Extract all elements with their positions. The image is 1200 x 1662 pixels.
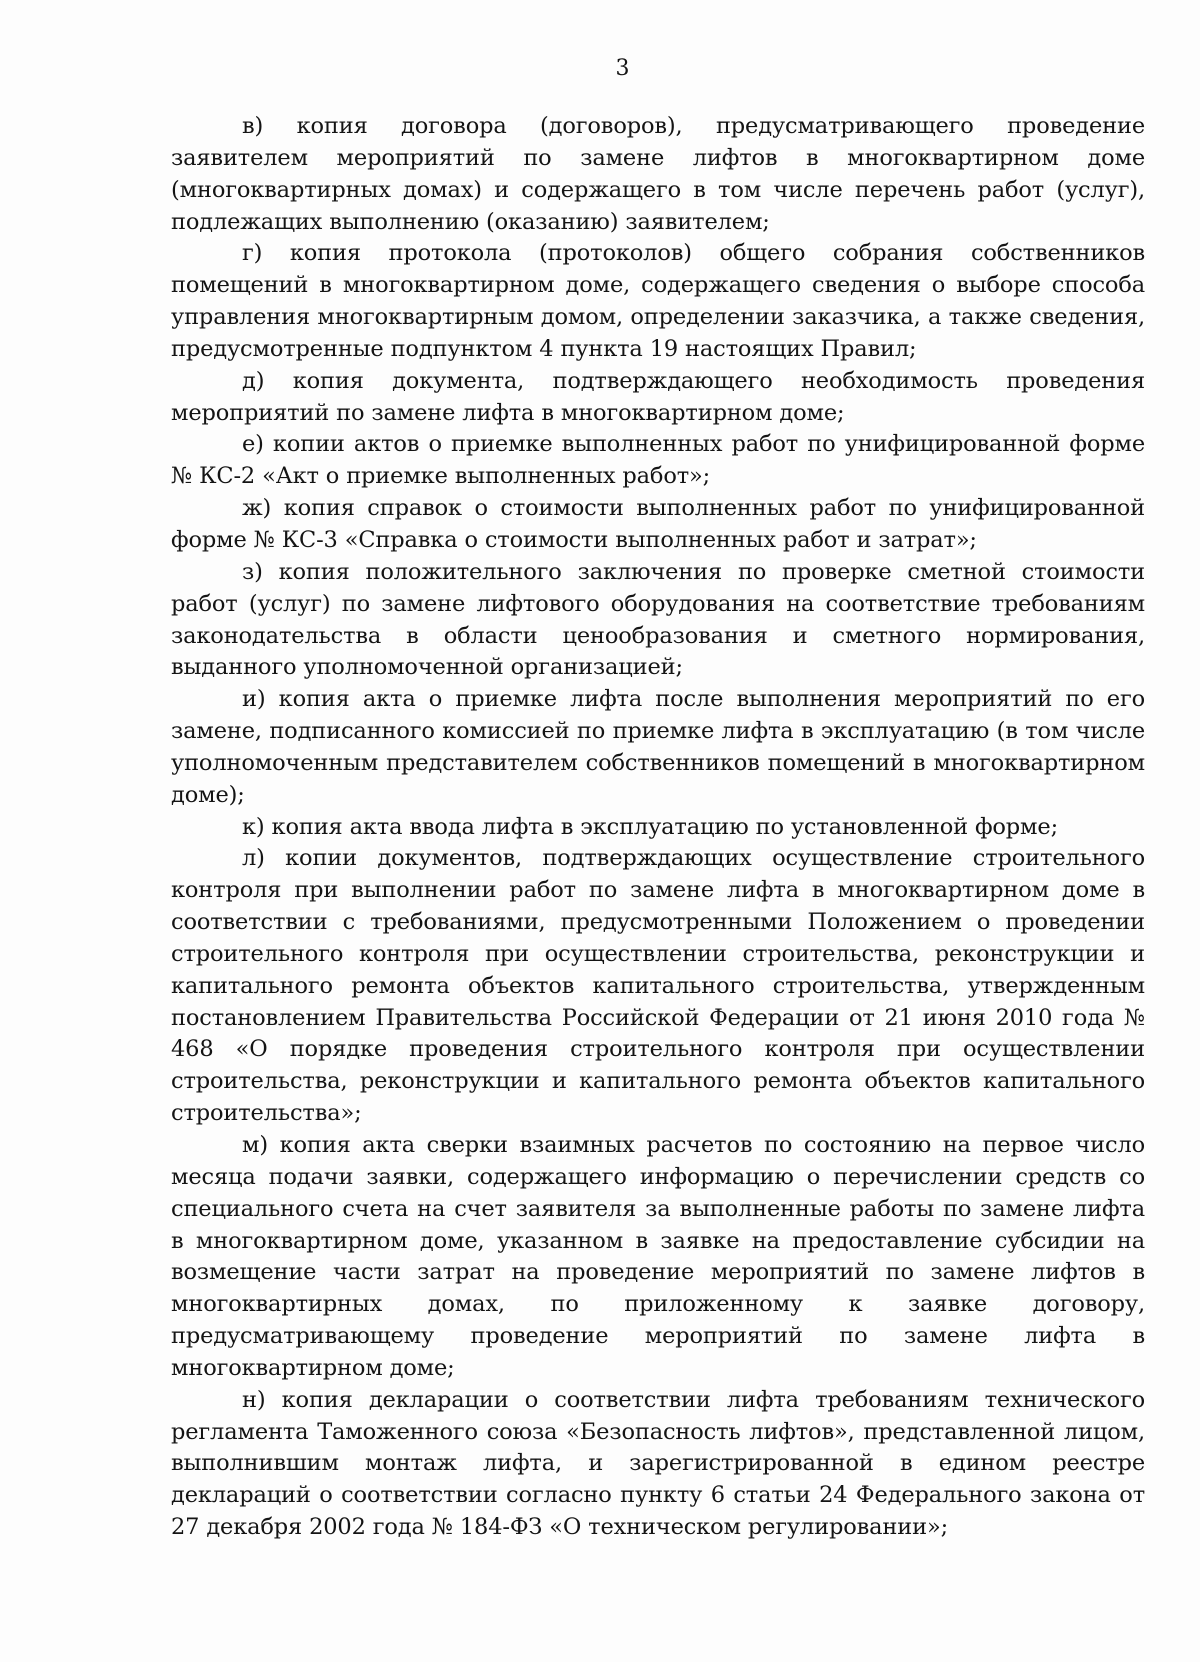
paragraph-m: м) копия акта сверки взаимных расчетов по состоянию на первое число месяца подачи заявки, содержащего информацию о перечислении средств со специального счета на счет заявителя за выполненные работы по замене лифта в многоквартирном доме, указанном в заявке на предоставление субсидии на возмещение части затрат на проведение мероприятий по замене лифтов в многоквартирных домах, по приложенному к заявке договору, предусматривающему проведение мероприятий по замене лифта в многоквартирном доме;	[171, 1132, 1145, 1381]
paragraph-e: е) копии актов о приемке выполненных работ по унифицированной форме № КС-2 «Акт о приемке выполненных работ»;	[171, 431, 1145, 490]
paragraph-v: в) копия договора (договоров), предусматривающего проведение заявителем мероприятий по замене лифтов в многоквартирном доме (многоквартирных домах) и содержащего в том числе перечень работ (услуг), подлежащих выполнению (оказанию) заявителем;	[171, 113, 1145, 235]
paragraph-i: и) копия акта о приемке лифта после выполнения мероприятий по его замене, подписанного комиссией по приемке лифта в эксплуатацию (в том числе уполномоченным представителем собственников помещений в многоквартирном доме);	[171, 686, 1145, 808]
paragraph-l: л) копии документов, подтверждающих осуществление строительного контроля при выполнении работ по замене лифта в многоквартирном доме в соответствии с требованиями, предусмотренными Положением о проведении строительного контроля при осуществлении строительства, реконструкции и капитального ремонта объектов капитального строительства, утвержденным постановлением Правительства Российской Федерации от 21 июня 2010 года № 468 «О порядке проведения строительного контроля при осуществлении строительства, реконструкции и капитального ремонта объектов капитального строительства»;	[171, 845, 1145, 1127]
paragraph-k: к) копия акта ввода лифта в эксплуатацию по установленной форме;	[242, 813, 1059, 840]
document-body	[171, 111, 1145, 1544]
paragraph-n: н) копия декларации о соответствии лифта требованиям технического регламента Таможенного союза «Безопасность лифтов», представленной лицом, выполнившим монтаж лифта, и зарегистрированной в едином реестре деклараций о соответствии согласно пункту 6 статьи 24 Федерального закона от 27 декабря 2002 года № 184-ФЗ «О техническом регулировании»;	[171, 1386, 1145, 1541]
paragraph-d: д) копия документа, подтверждающего необходимость проведения мероприятий по замене лифта в многоквартирном доме;	[171, 367, 1145, 426]
paragraph-zh: ж) копия справок о стоимости выполненных работ по унифицированной форме № КС-3 «Справка о стоимости выполненных работ и затрат»;	[171, 495, 1145, 553]
page-number: 3	[615, 56, 630, 81]
paragraph-g: г) копия протокола (протоколов) общего собрания собственников помещений в многоквартирном доме, содержащего сведения о выборе способа управления многоквартирным домом, определении заказчика, а также сведения, предусмотренные подпунктом 4 пункта 19 настоящих Правил;	[171, 240, 1145, 362]
paragraph-z: з) копия положительного заключения по проверке сметной стоимости работ (услуг) по замене лифтового оборудования на соответствие требованиям законодательства в области ценообразования и сметного нормирования, выданного уполномоченной организацией;	[171, 558, 1145, 681]
